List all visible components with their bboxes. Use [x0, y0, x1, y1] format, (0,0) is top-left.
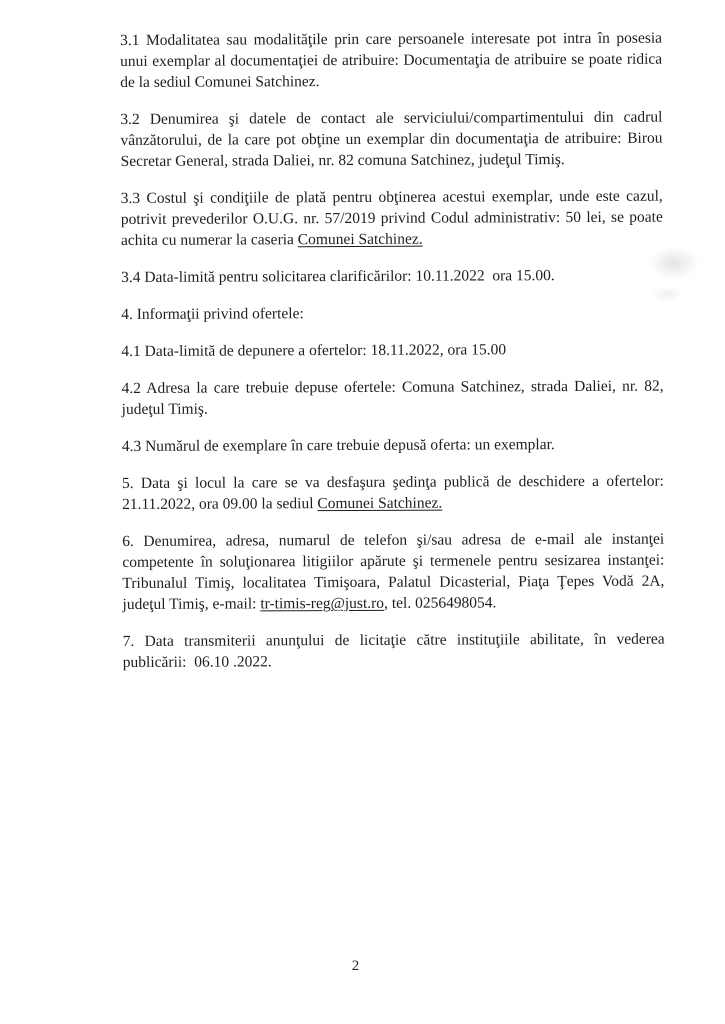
paragraph-3-3	[120, 186, 667, 251]
paragraph-4-2	[121, 376, 672, 420]
paragraph-5	[121, 471, 668, 515]
text-segment: 3.4 Data-limită pentru solicitarea clarificărilor: 10.11.2022 ora 15.00.	[121, 267, 555, 286]
paragraph-4-1	[121, 339, 663, 362]
text-segment: 3.3 Costul şi condiţiile de plată pentru obţinerea acestui exemplar, unde este cazul, potrivit prevederilor O.U.G. nr. 57/2019 privind Codul administrativ: 50 lei, se poate achita cu numerar la caseria	[120, 187, 667, 249]
page-number: 2	[351, 958, 360, 974]
paragraph-6	[122, 529, 669, 615]
paragraph-4-3	[122, 434, 664, 457]
underlined-seller-name: Comunei Satchinez.	[297, 230, 423, 249]
paragraph-3-4	[121, 265, 663, 288]
text-segment: 5. Data şi locul la care se va desfaşura şedinţa publică de deschidere a ofertelor: 21.11.2022, ora 09.00 la sediul	[121, 472, 668, 513]
text-segment: 6. Denumirea, adresa, numarul de telefon şi/sau adresa de e-mail ale instanţei competente în soluţionarea litigiilor apărute şi termenele pentru sesizarea instanţei: Tribunalul Timiş, localitatea Timişoara, Palatul Dicasterial, Piaţa Ţepes Vodă 2A, judeţul Timiş, e-mail:	[122, 530, 669, 613]
paragraph-3-1	[120, 28, 667, 93]
text-segment: 3.2 Denumirea şi datele de contact ale serviciului/compartimentului din cadrul vânzătorului, de la care pot obţine un exemplar din documentaţia de atribuire: Birou Secretar General, strada Daliei, nr. 82 comuna Satchinez, judeţul Timiş.	[120, 108, 667, 170]
text-segment: 4.2 Adresa la care trebuie depuse ofertele: Comuna Satchinez, strada Daliei, nr. 82, judeţul Timiş.	[121, 377, 672, 418]
text-segment: 4.3 Numărul de exemplare în care trebuie depusă oferta: un exemplar.	[121, 436, 555, 455]
document-body	[120, 28, 672, 689]
text-segment: , tel. 0256498054.	[384, 594, 497, 612]
paragraph-3-2	[120, 107, 667, 172]
text-segment: 7. Data transmiterii anunţului de licitaţie către instituţiile abilitate, în vederea publicării: 06.10 .2022.	[122, 630, 669, 671]
text-segment: 4.1 Data-limită de depunere a ofertelor: 18.11.2022, ora 15.00	[121, 341, 507, 360]
text-segment: 3.1 Modalitatea sau modalităţile prin care persoanele interesate pot intra în posesia unui exemplar al documentaţiei de atribuire: Documentaţia de atribuire se poate ridica de la sediul Comunei Satchinez.	[120, 29, 667, 91]
paragraph-7	[122, 629, 669, 673]
text-segment: 4. Informaţii privind ofertele:	[121, 305, 304, 323]
email-address: tr-timis-reg@just.ro	[260, 594, 385, 613]
underlined-seller-name: Comunei Satchinez.	[317, 494, 443, 513]
paragraph-4	[121, 302, 663, 325]
